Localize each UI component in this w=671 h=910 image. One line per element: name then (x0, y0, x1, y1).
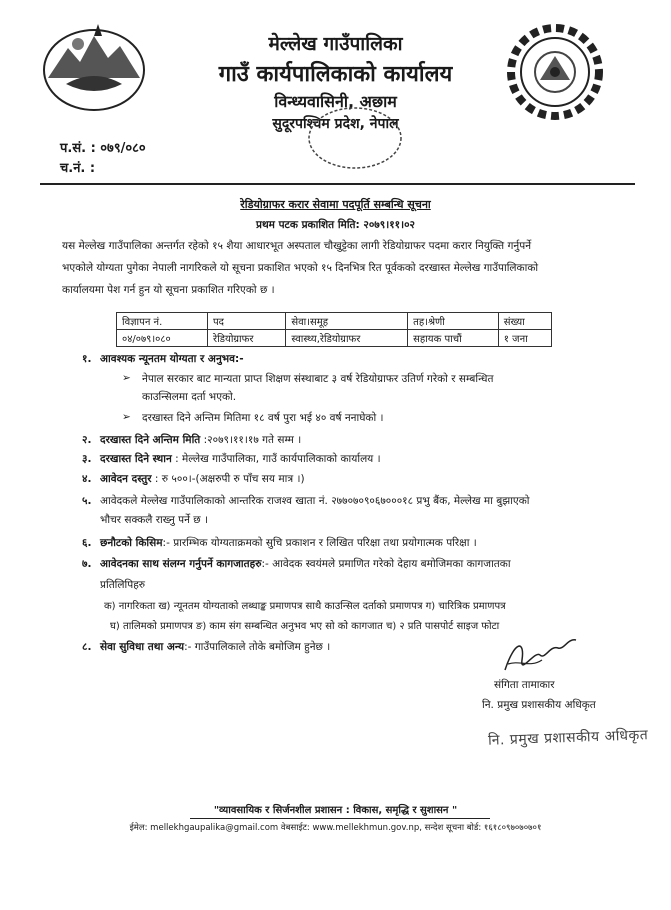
item-3 (100, 452, 381, 466)
table-cell: १ जना (498, 330, 551, 347)
qualification-2: दरखास्त दिने अन्तिम मितिमा १८ वर्ष पुरा भई ४० वर्ष ननाघेको । (142, 412, 384, 424)
reference-number: प.सं. : ०७९/०८० (60, 141, 146, 156)
intro-line-3: कार्यालयमा पेश गर्न हुन यो सूचना प्रकाशित गरिएको छ । (62, 284, 275, 296)
table-cell: रेडियोग्राफर (207, 330, 285, 347)
item-number: ५. (82, 495, 92, 507)
item-6-text: :- प्रारम्भिक योग्यताक्रमको सुचि प्रकाशन र लिखित परिक्षा तथा प्रयोगात्मक परिक्षा । (162, 537, 477, 549)
item-8-text: :- गाउँपालिकाले तोके बमोजिम हुनेछ । (184, 641, 331, 653)
office-address-line2: सुदूरपश्चिम प्रदेश, नेपाल (272, 116, 399, 132)
item-6-label: छनौटको किसिम (100, 537, 163, 549)
table-cell: स्वास्थ्य,रेडियोग्राफर (286, 330, 408, 347)
office-name-line1: मेल्लेख गाउँपालिका (268, 33, 403, 55)
item-2-label: दरखास्त दिने अन्तिम मिति (100, 434, 201, 446)
signatory-stamp: नि. प्रमुख प्रशासकीय अधिकृत (487, 727, 649, 749)
item-7 (100, 557, 511, 571)
office-address-line1: विन्ध्यवासिनी, अछाम (274, 92, 397, 111)
bullet-icon: ➢ (122, 372, 131, 384)
notice-title: रेडियोग्राफर करार सेवामा पदपूर्ति सम्बन्धि सूचना (240, 198, 431, 211)
table-cell: सहायक पाचौं (408, 330, 499, 347)
publication-date: प्रथम पटक प्रकाशित मिति: २०७९।११।०२ (255, 219, 416, 231)
item-4-text: : रु ५००।-(अक्षरुपी रु पाँच सय मात्र ।) (151, 473, 305, 485)
header-cell: संख्या (498, 313, 551, 330)
office-name-line2: गाउँ कार्यपालिकाको कार्यालय (218, 62, 453, 87)
item-number: ४. (82, 473, 92, 485)
item-number: ७. (82, 558, 92, 570)
vacancy-table (116, 312, 552, 347)
signatory-name: संगिता तामाकार (494, 679, 555, 691)
item-7-label: आवेदनका साथ संलग्न गर्नुपर्ने कागजातहरु (100, 558, 262, 570)
footer-contact: ईमेल: mellekhgaupalika@gmail.com वेबसाईट: www.mellekhmun.gov.np, सन्देश सूचना बोर्ड: १६१८०९७०७०७०१ (129, 823, 542, 833)
item-4 (100, 472, 305, 486)
item-number: ८. (82, 641, 92, 653)
nepal-emblem-logo (38, 18, 150, 114)
header-divider (40, 183, 635, 185)
item-5-line2: भौचर सक्कलै राख्नु पर्ने छ । (100, 514, 208, 526)
documents-line-2: घ) तालिमको प्रमाणपत्र ङ) काम संग सम्बन्धित अनुभव भए सो को कागजात च) २ प्रति पासपोर्ट साइज फोटा (110, 621, 500, 632)
dispatch-number: च.नं. : (60, 161, 96, 176)
item-7-line2: प्रतिलिपिहरु (100, 579, 146, 591)
qualification-1a: नेपाल सरकार बाट मान्यता प्राप्त शिक्षण संस्थाबाट ३ वर्ष रेडियोग्राफर उतिर्ण गरेको र सम्बन्धित (142, 373, 494, 385)
item-number: २. (82, 434, 92, 446)
item-2 (100, 433, 301, 447)
header-cell: विज्ञापन नं. (117, 313, 208, 330)
item-number: १. (82, 353, 92, 365)
footer-divider (190, 818, 490, 819)
item-3-text: : मेल्लेख गाउँपालिका, गाउँ कार्यपालिकाको कार्यालय । (171, 453, 381, 465)
item-3-label: दरखास्त दिने स्थान (100, 453, 172, 465)
documents-line-1: क) नागरिकता ख) न्यूनतम योग्यताको लब्धाङ्क प्रमाणपत्र साथै काउन्सिल दर्ताको प्रमाणपत्र ग) चारित्रिक प्रमाणपत्र (104, 601, 506, 612)
signatory-title: नि. प्रमुख प्रशासकीय अधिकृत (482, 699, 596, 711)
item-number: ६. (82, 537, 92, 549)
office-stamp (300, 100, 410, 180)
table-row (117, 330, 552, 347)
item-5-line1: आवेदकले मेल्लेख गाउँपालिकाको आन्तरिक राजश्व खाता नं. २७७०७०९०६७०००१८ प्रभु बैंक, मेल्लेख मा बुझाएको (100, 495, 530, 507)
item-6 (100, 536, 477, 550)
header-cell: पद (207, 313, 285, 330)
item-4-label: आवेदन दस्तुर (100, 473, 152, 485)
footer-slogan: "व्यावसायिक र सिर्जनशील प्रशासन : विकास, समृद्धि र सुशासन " (213, 805, 458, 816)
handwritten-signature (500, 630, 580, 680)
intro-line-1: यस मेल्लेख गाउँपालिका अन्तर्गत रहेको १५ शैया आधारभूत अस्पताल चौखुट्टेका लागी रेडियोग्राफर पदमा करार नियुक्ति गर्नुपर्ने (62, 240, 532, 252)
qualification-1b: काउन्सिलमा दर्ता भएको. (142, 391, 237, 403)
item-2-text: :२०७९।११।१७ गते सम्म । (200, 434, 302, 446)
header-cell: तह।श्रेणी (408, 313, 499, 330)
intro-line-2: भएकोले योग्यता पुगेका नेपाली नागरिकले यो सूचना प्रकाशित भएको १५ दिनभित्र रित पूर्वकको दरखास्त मेल्लेख गाउँपालिकाको (62, 262, 539, 274)
table-header-row (117, 313, 552, 330)
header-cell: सेवा।समूह (286, 313, 408, 330)
item-1-label: आवश्यक न्यूनतम योग्यता र अनुभव:- (100, 353, 244, 365)
item-8-label: सेवा सुविधा तथा अन्य (100, 641, 185, 653)
item-7-text: :- आवेदक स्वयंमले प्रमाणित गरेको देहाय बमोजिमका कागजातका (261, 558, 511, 570)
table-cell: ०४/०७९।०८० (117, 330, 208, 347)
item-number: ३. (82, 453, 92, 465)
bullet-icon: ➢ (122, 411, 131, 423)
item-8 (100, 640, 330, 654)
